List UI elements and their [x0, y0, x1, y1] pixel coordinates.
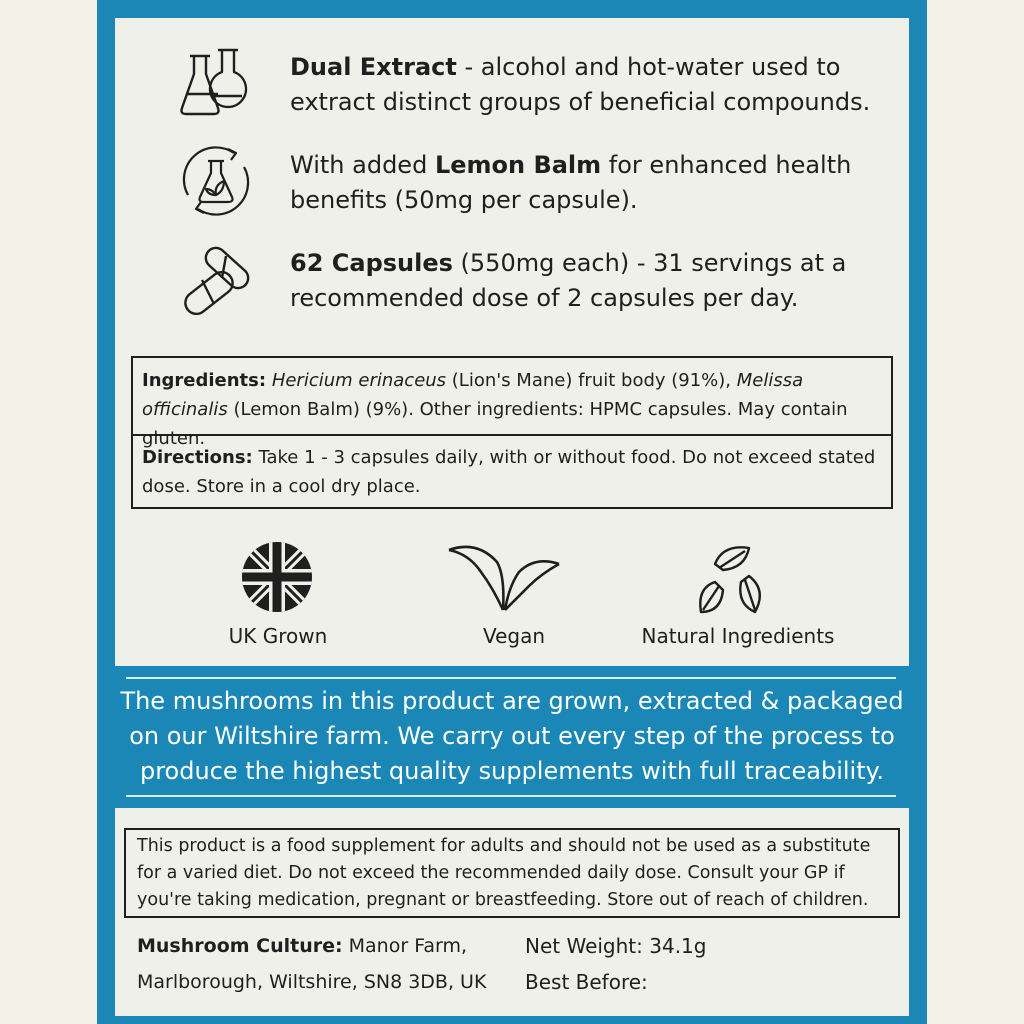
vegan-leaf-icon	[447, 540, 561, 614]
best-before: Best Before:	[525, 970, 648, 994]
lemon-balm-flask-icon	[178, 143, 254, 219]
ingredient-latin-name: Hericium erinaceus	[271, 370, 447, 391]
badge-label-uk-grown: UK Grown	[228, 624, 328, 648]
ingredients-box	[131, 356, 893, 449]
badge-label-vegan: Vegan	[482, 624, 546, 648]
capsules-icon	[178, 244, 254, 320]
feature-text: for enhanced health benefits (50mg per capsule).	[290, 151, 852, 214]
uk-flag-icon	[241, 541, 313, 613]
warning-box: This product is a food supplement for adults and should not be used as a substitute for a varied diet. Do not exceed the recommended daily dose. Consult your GP if you're taking medication, pregnant or breastfeeding. Store out of reach of children.	[124, 828, 900, 918]
culture-address: Manor Farm, Marlborough, Wiltshire, SN8 3DB, UK	[137, 935, 487, 993]
net-weight: Net Weight: 34.1g	[525, 934, 707, 958]
divider-top	[126, 677, 896, 679]
feature-text: - alcohol and hot-water used to extract distinct groups of beneficial compounds.	[290, 53, 871, 116]
feature-title: 62 Capsules	[290, 249, 453, 277]
farm-statement: The mushrooms in this product are grown, extracted & packaged on our Wiltshire farm. We carry out every step of the process to produce the highest quality supplements with full traceability.	[120, 687, 904, 785]
ingredients-text: (Lion's Mane) fruit body (91%),	[446, 370, 737, 391]
feature-text: (550mg each) - 31 servings at a recommended dose of 2 capsules per day.	[290, 249, 847, 312]
ingredients-label: Ingredients:	[142, 370, 267, 391]
ingredients-text: (Lemon Balm) (9%). Other ingredients: HPMC capsules. May contain gluten.	[142, 399, 848, 449]
culture-label: Mushroom Culture:	[137, 935, 343, 957]
divider-bottom	[126, 795, 896, 797]
feature-capsules	[290, 246, 880, 316]
feature-dual-extract	[290, 50, 880, 120]
ingredient-latin-name: Melissa officinalis	[142, 370, 804, 420]
feature-prefix: With added	[290, 151, 435, 179]
feature-lemon-balm	[290, 148, 880, 218]
directions-label: Directions:	[142, 447, 253, 468]
directions-box	[131, 434, 893, 509]
flasks-icon	[178, 46, 254, 120]
badge-label-natural-ingredients: Natural Ingredients	[641, 624, 835, 648]
mushroom-culture	[137, 928, 517, 1000]
feature-title: Lemon Balm	[434, 151, 602, 179]
weight-block	[525, 928, 706, 1000]
natural-leaves-icon	[693, 542, 767, 614]
feature-title: Dual Extract	[290, 53, 457, 81]
directions-text: Take 1 - 3 capsules daily, with or without food. Do not exceed stated dose. Store in a cool dry place.	[142, 447, 876, 497]
